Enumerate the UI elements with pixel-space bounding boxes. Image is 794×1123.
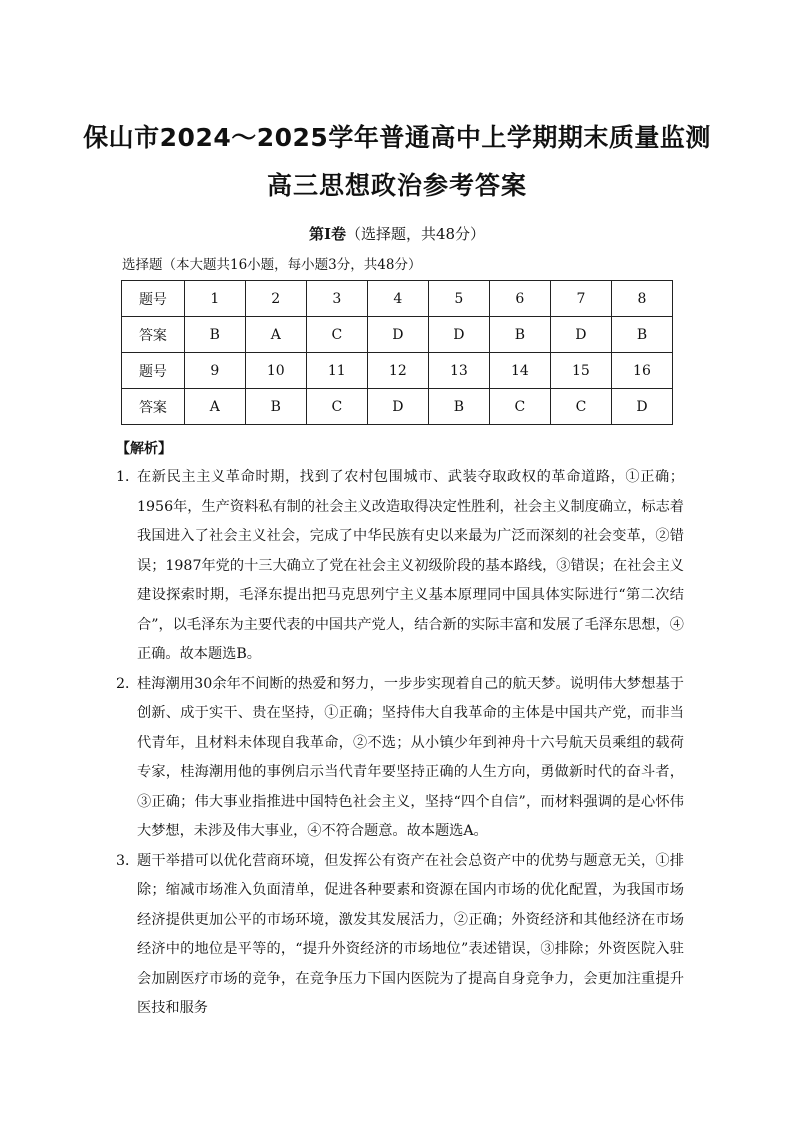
table-cell: C [306, 389, 367, 425]
table-cell: 12 [367, 353, 428, 389]
table-cell: 2 [245, 281, 306, 317]
item-number: 1． [116, 469, 140, 485]
answer-table [121, 280, 673, 425]
table-cell: 13 [428, 353, 489, 389]
section-description: 选择题（本大题共16小题，每小题3分，共48分） [122, 257, 422, 273]
section-title [0, 223, 794, 244]
table-cell: 7 [550, 281, 611, 317]
analysis-item [116, 847, 684, 1024]
table-cell: 6 [489, 281, 550, 317]
table-cell: B [245, 389, 306, 425]
table-cell: 10 [245, 353, 306, 389]
table-row [122, 317, 673, 353]
table-cell: A [245, 317, 306, 353]
table-cell: 4 [367, 281, 428, 317]
item-number: 3． [116, 852, 140, 869]
table-cell: C [489, 389, 550, 425]
table-cell: 1 [184, 281, 245, 317]
table-cell: D [550, 317, 611, 353]
row-label: 题号 [122, 353, 185, 389]
table-cell: 14 [489, 353, 550, 389]
row-label: 答案 [122, 389, 185, 425]
table-cell: 15 [550, 353, 611, 389]
table-cell: 11 [306, 353, 367, 389]
table-cell: 16 [611, 353, 672, 389]
table-cell: B [428, 389, 489, 425]
table-cell: C [550, 389, 611, 425]
document-title: 保山市2024～2025学年普通高中上学期期末质量监测 [83, 123, 711, 152]
table-cell: 3 [306, 281, 367, 317]
table-cell: D [428, 317, 489, 353]
section-title-main: 第Ⅰ卷 [308, 225, 346, 243]
item-text: 在新民主主义革命时期，找到了农村包围城市、武装夺取政权的革命道路，①正确；1956年，生产资料私有制的社会主义改造取得决定性胜利，社会主义制度确立，标志着我国进入了社会主义社会，完成了中华民族有史以来最为广泛而深刻的社会变革，②错误；1987年党的十三大确立了党在社会主义初级阶段的基本路线，③错误；在社会主义建设探索时期，毛泽东提出把马克思列宁主义基本原理同中国具体实际进行“第二次结合”，以毛泽东为主要代表的中国共产党人，结合新的实际丰富和发展了毛泽东思想，④正确。故本题选B。 [137, 469, 684, 662]
table-cell: D [367, 389, 428, 425]
table-cell: 5 [428, 281, 489, 317]
item-text: 题干举措可以优化营商环境，但发挥公有资产在社会总资产中的优势与题意无关，①排除；缩减市场准入负面清单，促进各种要素和资源在国内市场的优化配置，为我国市场经济提供更加公平的市场环境，激发其发展活力，②正确；外资经济和其他经济在市场经济中的地位是平等的，“提升外资经济的市场地位”表述错误，③排除；外资医院入驻会加剧医疗市场的竞争，在竞争压力下国内医院为了提高自身竞争力，会更加注重提升医技和服务 [137, 852, 684, 1016]
table-cell: B [611, 317, 672, 353]
section-title-sub: （选择题，共48分） [345, 225, 486, 243]
table-cell: B [489, 317, 550, 353]
document-subtitle: 高三思想政治参考答案 [266, 171, 527, 200]
analysis-item [116, 463, 684, 670]
row-label: 答案 [122, 317, 185, 353]
table-row [122, 389, 673, 425]
item-text: 桂海潮用30余年不间断的热爱和努力，一步步实现着自己的航天梦。说明伟大梦想基于创新、成于实干、贵在坚持，①正确；坚持伟大自我革命的主体是中国共产党，而非当代青年，且材料未体现自我革命，②不选；从小镇少年到神舟十六号航天员乘组的载荷专家，桂海潮用他的事例启示当代青年要坚持正确的人生方向，勇做新时代的奋斗者，③正确；伟大事业指推进中国特色社会主义，坚持“四个自信”，而材料强调的是心怀伟大梦想，未涉及伟大事业，④不符合题意。故本题选A。 [137, 675, 684, 839]
analysis-heading: 【解析】 [116, 441, 172, 457]
table-row [122, 353, 673, 389]
table-cell: A [184, 389, 245, 425]
row-label: 题号 [122, 281, 185, 317]
table-row [122, 281, 673, 317]
analysis-list [116, 463, 684, 1024]
table-cell: C [306, 317, 367, 353]
table-cell: D [611, 389, 672, 425]
table-cell: D [367, 317, 428, 353]
analysis-item [116, 670, 684, 847]
table-cell: B [184, 317, 245, 353]
table-cell: 9 [184, 353, 245, 389]
table-cell: 8 [611, 281, 672, 317]
item-number: 2． [116, 675, 140, 692]
